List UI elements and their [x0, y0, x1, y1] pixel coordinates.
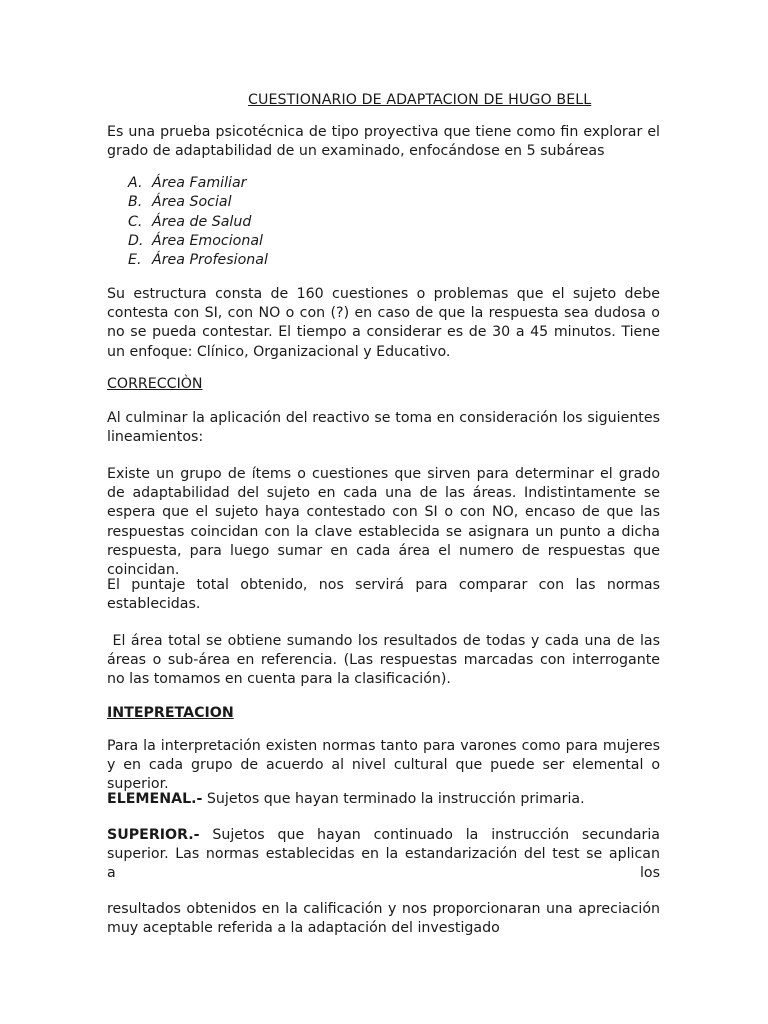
area-label: Área de Salud: [152, 213, 252, 230]
elemental-label: ELEMENAL.-: [107, 791, 203, 807]
closing-paragraph: resultados obtenidos en la calificación y nos proporcionaran una apreciación muy aceptable referida a la adaptación del investigado: [107, 901, 660, 937]
superior-text: Sujetos que hayan continuado la instrucción secundaria superior. Las normas establecidas en la estandarización del test se aplican a los: [107, 827, 660, 882]
list-marker: D.: [128, 232, 144, 249]
interpretacion-paragraph: Para la interpretación existen normas tanto para varones como para mujeres y en cada grupo de acuerdo al nivel cultural que puede ser elemental o superior.: [107, 738, 660, 793]
list-item: [128, 213, 268, 232]
correccion-paragraph-3: El puntaje total obtenido, nos servirá para comparar con las normas establecidas.: [107, 577, 660, 613]
area-label: Área Profesional: [152, 252, 268, 269]
correccion-paragraph-2: Existe un grupo de ítems o cuestiones que sirven para determinar el grado de adaptabilidad del sujeto en cada una de las áreas. Indistintamente se espera que el sujeto haya contestado con SI o con NO, encaso de que las respuestas coincidan con la clave establecida se asignara un punto a dicha respuesta, para luego sumar en cada área el numero de respuestas que coincidan.: [107, 466, 660, 579]
structure-paragraph: Su estructura consta de 160 cuestiones o problemas que el sujeto debe contesta con SI, con NO o con (?) en caso de que la respuesta sea dudosa o no se pueda contestar. El tiempo a considerar es de 30 a 45 minutos. Tiene un enfoque: Clínico, Organizacional y Educativo.: [107, 286, 660, 360]
superior-paragraph: [107, 826, 660, 884]
superior-label: SUPERIOR.-: [107, 827, 200, 843]
correccion-heading: CORRECCIÒN: [107, 376, 203, 392]
list-marker: E.: [128, 252, 142, 269]
areas-list: [128, 174, 268, 270]
elemental-paragraph: [107, 790, 660, 809]
list-marker: A.: [128, 175, 143, 191]
list-marker: C.: [128, 213, 143, 230]
interpretacion-heading: INTEPRETACION: [107, 705, 234, 721]
list-item: [128, 193, 268, 212]
list-marker: B.: [128, 194, 143, 211]
intro-paragraph: Es una prueba psicotécnica de tipo proyectiva que tiene como fin explorar el grado de adaptabilidad de un examinado, enfocándose en 5 subáreas: [107, 124, 660, 160]
list-item: [128, 174, 268, 193]
list-item: [128, 232, 268, 251]
document-title: CUESTIONARIO DE ADAPTACION DE HUGO BELL: [248, 92, 592, 108]
list-item: [128, 251, 268, 270]
correccion-paragraph-4: El área total se obtiene sumando los resultados de todas y cada una de las áreas o sub-área en referencia. (Las respuestas marcadas con interrogante no las tomamos en cuenta para la clasificación).: [107, 633, 665, 688]
elemental-text: Sujetos que hayan terminado la instrucción primaria.: [202, 791, 585, 807]
area-label: Área Emocional: [152, 232, 263, 249]
area-label: Área Familiar: [152, 175, 247, 191]
correccion-paragraph-1: Al culminar la aplicación del reactivo se toma en consideración los siguientes lineamientos:: [107, 410, 660, 446]
area-label: Área Social: [152, 194, 232, 211]
